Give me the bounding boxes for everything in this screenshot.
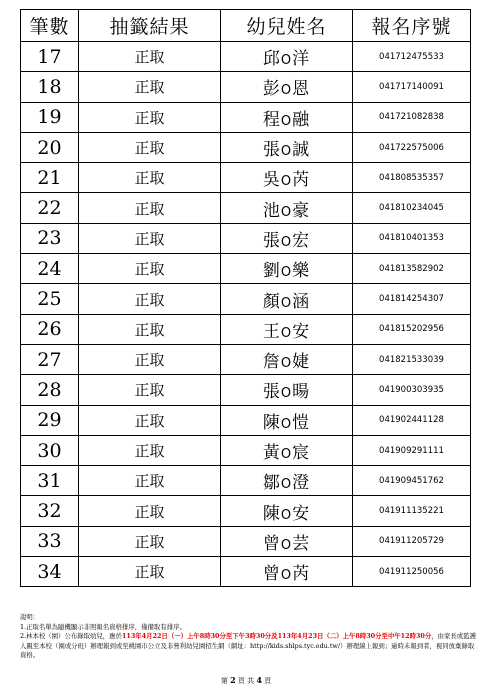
row-child-name (221, 435, 353, 465)
row-child-name (221, 193, 353, 223)
child-given-name: 融 (292, 109, 311, 130)
row-result: 正取 (79, 466, 221, 496)
note-2-instructions: ，由家長或監護人親至本校（園或分班）辦理報到或至桃園市公立及非營利幼兒園招生網（網址：http://kids.shlps.tyc.edu.tw/）辦理線上報到；逾時未報到者，視同放棄錄取資格。 (20, 632, 476, 660)
name-mask: O (280, 295, 293, 311)
row-application-number: 041821533039 (353, 344, 471, 374)
row-application-number: 041911250056 (353, 557, 471, 587)
table-row (21, 254, 471, 284)
name-mask: O (280, 325, 293, 341)
child-surname: 吳 (262, 170, 281, 191)
table-row (21, 375, 471, 405)
row-child-name (221, 496, 353, 526)
table-row (21, 496, 471, 526)
row-count: 19 (21, 102, 79, 132)
child-surname: 陳 (262, 503, 281, 524)
row-count: 18 (21, 72, 79, 102)
name-mask: O (280, 53, 293, 69)
row-application-number: 041909451762 (353, 466, 471, 496)
child-given-name: 樂 (292, 261, 311, 282)
header-result: 抽籤結果 (79, 10, 221, 42)
row-child-name (221, 344, 353, 374)
header-count: 筆數 (21, 10, 79, 42)
row-count: 30 (21, 435, 79, 465)
child-surname: 曾 (262, 533, 281, 554)
child-surname: 陳 (262, 412, 281, 433)
row-count: 20 (21, 132, 79, 162)
child-given-name: 愷 (292, 412, 311, 433)
row-result: 正取 (79, 284, 221, 314)
child-surname: 黃 (262, 443, 281, 463)
row-count: 34 (21, 557, 79, 587)
row-child-name (221, 254, 353, 284)
child-given-name: 宏 (292, 230, 311, 251)
row-child-name (221, 102, 353, 132)
name-mask: O (280, 113, 293, 129)
name-mask: O (280, 204, 293, 220)
row-result: 正取 (79, 375, 221, 405)
table-row (21, 314, 471, 344)
row-application-number: 041721082838 (353, 102, 471, 132)
name-mask: O (280, 174, 293, 190)
footer-prefix: 第 (220, 677, 228, 685)
row-count: 31 (21, 466, 79, 496)
row-child-name (221, 42, 353, 72)
row-result: 正取 (79, 132, 221, 162)
row-result: 正取 (79, 254, 221, 284)
table-row (21, 435, 471, 465)
table-row (21, 223, 471, 253)
child-given-name: 暘 (292, 382, 311, 403)
table-row (21, 72, 471, 102)
row-child-name (221, 163, 353, 193)
row-result: 正取 (79, 344, 221, 374)
child-given-name: 洋 (292, 49, 311, 70)
row-child-name (221, 314, 353, 344)
row-application-number: 041813582902 (353, 254, 471, 284)
name-mask: O (280, 356, 293, 372)
note-2-deadline: 113年4月22日（一）上午8時30分至下午3時30分及113年4月23日（二）上午8時30分至中午12時30分 (121, 632, 432, 641)
note-2 (20, 632, 480, 661)
child-given-name: 誠 (292, 140, 311, 161)
row-count: 24 (21, 254, 79, 284)
notes-section (20, 613, 480, 661)
total-page-count: 4 (256, 675, 262, 685)
row-application-number: 041911135221 (353, 496, 471, 526)
child-given-name: 涵 (292, 291, 311, 312)
name-mask: O (280, 507, 293, 523)
footer-middle: 頁 共 (237, 677, 255, 685)
row-result: 正取 (79, 72, 221, 102)
child-given-name: 豪 (292, 200, 311, 221)
row-application-number: 041814254307 (353, 284, 471, 314)
name-mask: O (280, 386, 293, 402)
child-given-name: 婕 (292, 352, 311, 373)
child-given-name: 安 (292, 503, 311, 524)
row-count: 22 (21, 193, 79, 223)
child-surname: 劉 (262, 261, 281, 282)
row-application-number: 041902441128 (353, 405, 471, 435)
table-row (21, 132, 471, 162)
row-count: 29 (21, 405, 79, 435)
child-surname: 顏 (262, 291, 281, 312)
table-row (21, 284, 471, 314)
name-mask: O (280, 265, 293, 281)
current-page-number: 2 (230, 675, 236, 685)
name-mask: O (280, 83, 293, 99)
child-given-name: 芮 (292, 564, 311, 585)
row-application-number: 041815202956 (353, 314, 471, 344)
row-result: 正取 (79, 435, 221, 465)
row-application-number: 041810234045 (353, 193, 471, 223)
row-result: 正取 (79, 557, 221, 587)
row-result: 正取 (79, 526, 221, 556)
child-surname: 邱 (262, 49, 281, 70)
child-surname: 程 (262, 109, 281, 130)
name-mask: O (280, 477, 293, 493)
row-result: 正取 (79, 193, 221, 223)
table-row (21, 102, 471, 132)
page-footer (0, 675, 492, 686)
row-result: 正取 (79, 163, 221, 193)
child-surname: 池 (262, 200, 281, 221)
row-count: 26 (21, 314, 79, 344)
child-surname: 彭 (262, 79, 281, 100)
table-row (21, 163, 471, 193)
row-result: 正取 (79, 405, 221, 435)
table-row (21, 193, 471, 223)
child-surname: 詹 (262, 352, 281, 373)
child-surname: 張 (262, 230, 281, 251)
row-result: 正取 (79, 42, 221, 72)
child-surname: 鄒 (262, 473, 281, 494)
note-2-intro: 2.林本校（園）公布錄取幼兒，應於 (20, 632, 122, 641)
child-surname: 曾 (262, 564, 281, 585)
row-child-name (221, 284, 353, 314)
row-count: 28 (21, 375, 79, 405)
table-row (21, 466, 471, 496)
row-child-name (221, 466, 353, 496)
name-mask: O (280, 537, 293, 553)
name-mask: O (280, 234, 293, 250)
child-given-name: 宸 (292, 443, 311, 463)
row-count: 32 (21, 496, 79, 526)
name-mask: O (280, 447, 293, 462)
child-given-name: 芮 (292, 170, 311, 191)
row-result: 正取 (79, 496, 221, 526)
table-row (21, 42, 471, 72)
row-result: 正取 (79, 223, 221, 253)
row-child-name (221, 132, 353, 162)
row-application-number: 041808535357 (353, 163, 471, 193)
child-surname: 張 (262, 382, 281, 403)
row-count: 17 (21, 42, 79, 72)
child-surname: 張 (262, 140, 281, 161)
row-count: 33 (21, 526, 79, 556)
row-count: 21 (21, 163, 79, 193)
name-mask: O (280, 416, 293, 432)
row-child-name (221, 526, 353, 556)
lottery-results-table (20, 9, 471, 587)
name-mask: O (280, 144, 293, 160)
row-child-name (221, 223, 353, 253)
table-row (21, 344, 471, 374)
row-result: 正取 (79, 314, 221, 344)
table-row (21, 526, 471, 556)
row-child-name (221, 375, 353, 405)
row-count: 25 (21, 284, 79, 314)
header-child-name: 幼兒姓名 (221, 10, 353, 42)
table-row (21, 405, 471, 435)
header-application-number: 報名序號 (353, 10, 471, 42)
child-given-name: 恩 (292, 79, 311, 100)
row-count: 27 (21, 344, 79, 374)
row-child-name (221, 72, 353, 102)
row-application-number: 041722575006 (353, 132, 471, 162)
row-count: 23 (21, 223, 79, 253)
row-child-name (221, 405, 353, 435)
table-header-row (21, 10, 471, 42)
row-application-number: 041909291111 (353, 435, 471, 465)
table-row (21, 557, 471, 587)
row-application-number: 041911205729 (353, 526, 471, 556)
row-result: 正取 (79, 102, 221, 132)
name-mask: O (280, 568, 293, 584)
row-application-number: 041810401353 (353, 223, 471, 253)
row-application-number: 041717140091 (353, 72, 471, 102)
child-given-name: 芸 (292, 533, 311, 554)
child-surname: 王 (262, 321, 281, 342)
child-given-name: 安 (292, 321, 311, 342)
row-child-name (221, 557, 353, 587)
footer-suffix: 頁 (264, 677, 272, 685)
row-application-number: 041900303935 (353, 375, 471, 405)
row-application-number: 041712475533 (353, 42, 471, 72)
table-body (21, 42, 471, 587)
note-1: 1.正取名單為隨機顯示非照報名資格排序，僅備取有排序。 (20, 622, 186, 631)
child-given-name: 澄 (292, 473, 311, 494)
notes-heading: 說明： (20, 613, 40, 621)
